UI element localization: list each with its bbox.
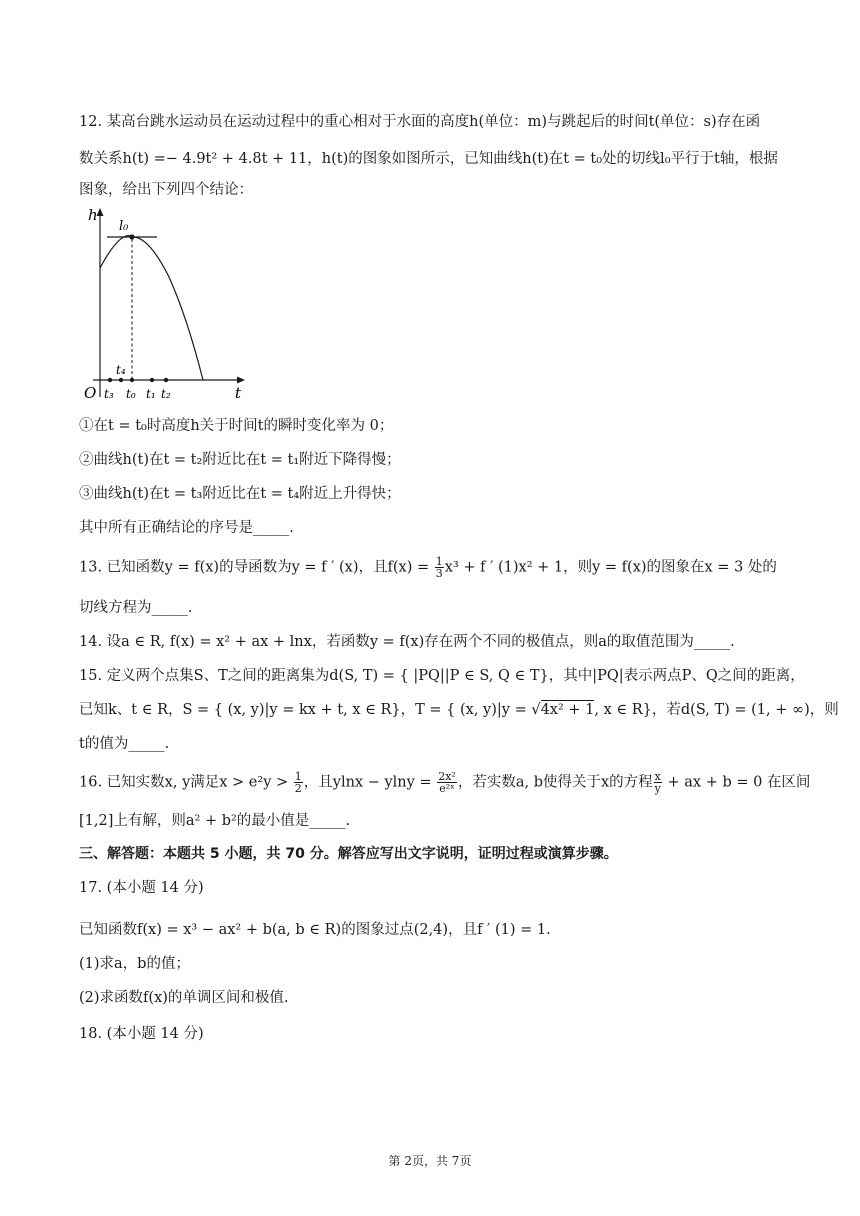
q15-line3: t的值为_____.: [79, 736, 170, 752]
q16-text-c: ，若实数a, b使得关于x的方程: [457, 774, 653, 791]
q17-stem: 已知函数f(x) = x³ − ax² + b(a, b ∈ R)的图象过点(2,4)，且f ′ (1) = 1.: [79, 922, 551, 938]
point-t3: [108, 378, 112, 382]
q12-ask: 其中所有正确结论的序号是_____.: [79, 520, 294, 536]
q15-text-b: , x ∈ R}，若d(S, T) = (1, + ∞)，则: [594, 702, 839, 718]
q14-line: 14. 设a ∈ R, f(x) = x² + ax + lnx，若函数y = f(x)存在两个不同的极值点，则a的取值范围为_____.: [79, 634, 735, 650]
point-t0: [130, 378, 134, 382]
tick-label-t0: t₀: [126, 387, 136, 401]
q16-fraction-3: [654, 771, 662, 794]
point-t2: [164, 378, 168, 382]
q13-text-a: 13. 已知函数y = f(x)的导函数为y = f ′ (x)，且f(x) =: [79, 559, 434, 576]
q15-line2: [79, 700, 839, 720]
origin-label: O: [84, 384, 97, 402]
h-axis-label: h: [88, 206, 98, 224]
q16-line2: [1,2]上有解，则a² + b²的最小值是_____.: [79, 813, 351, 829]
q16-f3-num: x: [654, 770, 661, 783]
q13-line2: 切线方程为_____.: [79, 600, 193, 616]
tick-label-t1: t₁: [146, 387, 156, 401]
q17-part-1: (1)求a，b的值；: [79, 956, 190, 972]
tick-label-t4: t₄: [116, 363, 126, 377]
q16-fraction-1: [294, 771, 303, 794]
q16-text-a: 16. 已知实数x, y满足x > e²y >: [79, 774, 293, 791]
q16-f1-den: 2: [294, 782, 302, 795]
q16-text-d: + ax + b = 0 在区间: [662, 774, 811, 791]
q17-part-2: (2)求函数f(x)的单调区间和极值.: [79, 990, 289, 1006]
tangent-point: [129, 234, 134, 239]
q12-line3: 图象，给出下列四个结论：: [79, 182, 253, 198]
q12-graph-figure: [79, 205, 259, 403]
t-axis-label: t: [235, 384, 242, 402]
point-t1: [150, 378, 154, 382]
q16-f3-den: y: [654, 782, 661, 795]
t-axis-arrow: [237, 377, 245, 384]
q18-heading: 18. (本小题 14 分): [79, 1026, 204, 1042]
q12-line1: 12. 某高台跳水运动员在运动过程中的重心相对于水面的高度h(单位：m)与跳起后的时间t(单位：s)存在函: [79, 114, 761, 130]
q16-fraction-2: [437, 771, 457, 794]
q13-text-b: x³ + f ′ (1)x² + 1，则y = f(x)的图象在x = 3 处的: [444, 559, 777, 576]
page-footer: 第 2页，共 7页: [388, 1154, 472, 1168]
q15-text-a: 已知k、t ∈ R，S = { (x, y)|y = kx + t, x ∈ R}，T = { (x, y)|y = √: [79, 702, 541, 718]
h-curve: [100, 236, 203, 380]
q16-f2-den: e²ˣ: [439, 782, 455, 795]
q16-f1-num: 1: [294, 770, 302, 783]
q13-line1: [79, 556, 789, 579]
tick-label-t2: t₂: [161, 387, 171, 401]
q15-line1: 15. 定义两个点集S、T之间的距离集为d(S, T) = { |PQ||P ∈ S, Q ∈ T}，其中|PQ|表示两点P、Q之间的距离，: [79, 668, 805, 684]
q12-conclusion-2: ②曲线h(t)在t = t₂附近比在t = t₁附近下降得慢；: [79, 452, 401, 468]
q13-fraction: [435, 556, 444, 579]
tick-label-t3: t₃: [104, 387, 114, 401]
q17-heading: 17. (本小题 14 分): [79, 880, 204, 896]
section-3-heading: 三、解答题：本题共 5 小题，共 70 分。解答应写出文字说明，证明过程或演算步骤。: [79, 846, 618, 862]
q13-frac-num: 1: [435, 555, 443, 568]
q13-frac-den: 3: [435, 567, 443, 580]
point-t4: [119, 378, 123, 382]
q16-line1: [79, 770, 811, 795]
q12-conclusion-3: ③曲线h(t)在t = t₃附近比在t = t₄附近上升得快；: [79, 486, 401, 502]
q16-text-b: ，且ylnx − ylny =: [303, 774, 437, 791]
tangent-label: l₀: [119, 219, 129, 234]
q15-sqrt: 4x² + 1: [540, 702, 595, 718]
q12-line2: 数关系h(t) =− 4.9t² + 4.8t + 11，h(t)的图象如图所示，已知曲线h(t)在t = t₀处的切线l₀平行于t轴，根据: [79, 151, 778, 167]
q12-conclusion-1: ①在t = t₀时高度h关于时间t的瞬时变化率为 0；: [79, 418, 394, 434]
q16-f2-num: 2x²: [438, 770, 456, 783]
